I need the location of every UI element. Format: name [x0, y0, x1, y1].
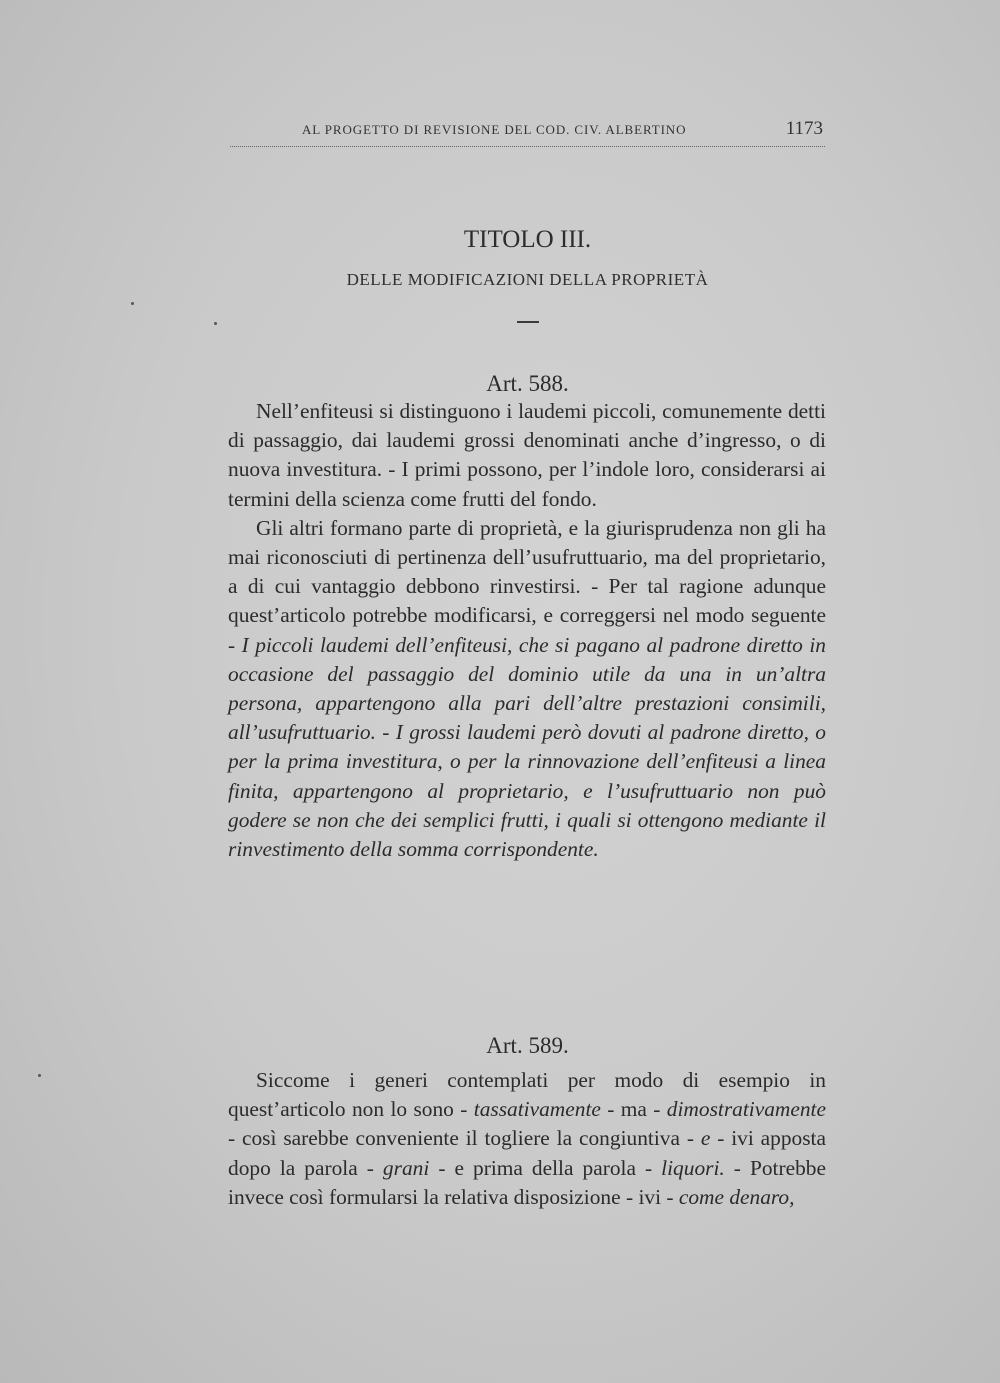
paper-speck — [38, 1074, 41, 1077]
article-paragraph — [228, 1066, 826, 1212]
text-run: - e prima della parola - — [429, 1155, 662, 1180]
running-header — [230, 118, 825, 148]
italic-text-run: come denaro, — [678, 1184, 795, 1209]
article-589-body — [228, 1066, 826, 1212]
text-run: - ivi apposta dopo la parola - — [228, 1126, 826, 1180]
italic-text-run: tassativamente — [473, 1097, 601, 1122]
text-run: - ma - — [600, 1097, 667, 1122]
section-subtitle: DELLE MODIFICAZIONI DELLA PROPRIETÀ — [346, 270, 709, 289]
text-run: - così sarebbe conveniente il togliere la congiuntiva - — [228, 1126, 701, 1151]
italic-text-run: dimostrativamente — [666, 1097, 826, 1122]
italic-text-run: I piccoli laudemi dell’enfiteusi, che si pagano al padrone diretto in occasione del passaggio del dominio utile da una in un’altra persona, appartengono alla pari dell’altre prestazioni consimili, all’usufruttuario. - I grossi laudemi però dovuti al padrone diretto, o per la prima investitura, o per la rinnovazione dell’enfiteusi a linea finita, appartengono al proprietario, e l’usufruttuario non può godere se non che dei semplici frutti, i quali si ottengono mediante il rinvestimento della somma corrispondente. — [228, 632, 826, 862]
article-589-heading: Art. 589. — [486, 1033, 569, 1058]
text-run: Siccome i generi contemplati per modo di esempio in quest’articolo non lo sono - — [228, 1068, 826, 1122]
article-588-heading: Art. 588. — [486, 371, 569, 396]
running-title: AL PROGETTO DI REVISIONE DEL COD. CIV. ALBERTINO — [302, 122, 687, 137]
text-run: - Potrebbe invece così formularsi la relativa disposizione - ivi - — [228, 1155, 826, 1209]
section-title: TITOLO III. — [463, 226, 592, 253]
italic-text-run: liquori. — [661, 1155, 725, 1180]
article-paragraph — [228, 397, 826, 514]
paper-speck — [131, 302, 134, 305]
article-588-body — [228, 397, 826, 864]
page-number: 1173 — [785, 118, 823, 139]
text-run: Gli altri formano parte di proprietà, e la giurisprudenza non gli ha mai riconosciuti di pertinenza dell’usufruttuario, ma del proprietario, a di cui vantaggio debbono rinvestirsi. - Per tal ragione adunque quest’articolo potrebbe modificarsi, e correggersi nel modo seguente - — [228, 515, 826, 657]
title-separator-dash — [517, 321, 539, 323]
italic-text-run: e — [700, 1126, 711, 1151]
article-paragraph — [228, 514, 826, 864]
header-dotted-rule — [230, 146, 825, 147]
paper-speck — [214, 322, 217, 325]
text-run: Nell’enfiteusi si distinguono i laudemi piccoli, comunemente detti di passaggio, dai laudemi grossi denominati anche d’ingresso, o di nuova investitura. - I primi possono, per l’indole loro, considerarsi ai termini della scienza come frutti del fondo. — [228, 399, 826, 511]
italic-text-run: grani — [382, 1155, 430, 1180]
